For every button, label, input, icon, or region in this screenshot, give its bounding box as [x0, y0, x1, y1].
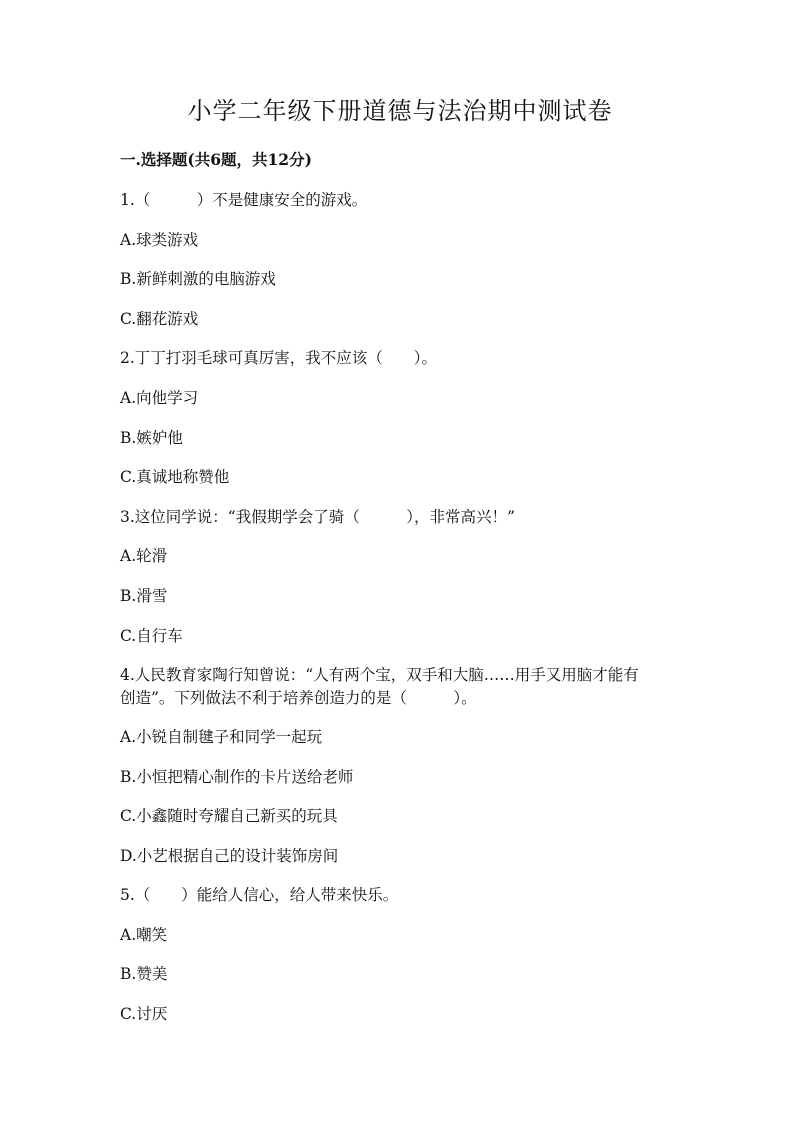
question-4-option-a: A.小锐自制毽子和同学一起玩: [120, 728, 323, 746]
question-5-option-c: C.讨厌: [120, 1005, 168, 1023]
question-5-option-a: A.嘲笑: [120, 926, 168, 944]
question-1-option-b: B.新鲜刺激的电脑游戏: [120, 270, 276, 288]
page-title: 小学二年级下册道德与法治期中测试卷: [187, 97, 613, 125]
question-2-option-c: C.真诚地称赞他: [120, 468, 230, 486]
question-4-stem-line-1: 4.人民教育家陶行知曾说：“人有两个宝，双手和大脑……用手又用脑才能有: [120, 666, 639, 684]
question-4-option-d: D.小艺根据自己的设计装饰房间: [120, 847, 339, 865]
question-2-stem: 2.丁丁打羽毛球可真厉害，我不应该（ ）。: [120, 349, 438, 367]
section-heading: 一.选择题(共6题，共12分): [120, 150, 312, 169]
question-4-option-b: B.小恒把精心制作的卡片送给老师: [120, 768, 354, 786]
question-1-stem: 1.（ ）不是健康安全的游戏。: [120, 191, 368, 209]
question-3-option-a: A.轮滑: [120, 547, 168, 565]
question-4-stem-line-2: 创造”。下列做法不利于培养创造力的是（ ）。: [120, 689, 477, 707]
question-5-stem: 5.（ ）能给人信心，给人带来快乐。: [120, 886, 399, 904]
question-3-stem: 3.这位同学说：“我假期学会了骑（ ），非常高兴！”: [120, 508, 515, 526]
question-5-option-b: B.赞美: [120, 965, 168, 983]
question-3-option-b: B.滑雪: [120, 587, 168, 605]
question-2-option-a: A.向他学习: [120, 389, 199, 407]
question-3-option-c: C.自行车: [120, 627, 183, 645]
question-2-option-b: B.嫉妒他: [120, 429, 183, 447]
question-1-option-c: C.翻花游戏: [120, 310, 199, 328]
question-1-option-a: A.球类游戏: [120, 231, 199, 249]
question-4-option-c: C.小鑫随时夸耀自己新买的玩具: [120, 807, 338, 825]
